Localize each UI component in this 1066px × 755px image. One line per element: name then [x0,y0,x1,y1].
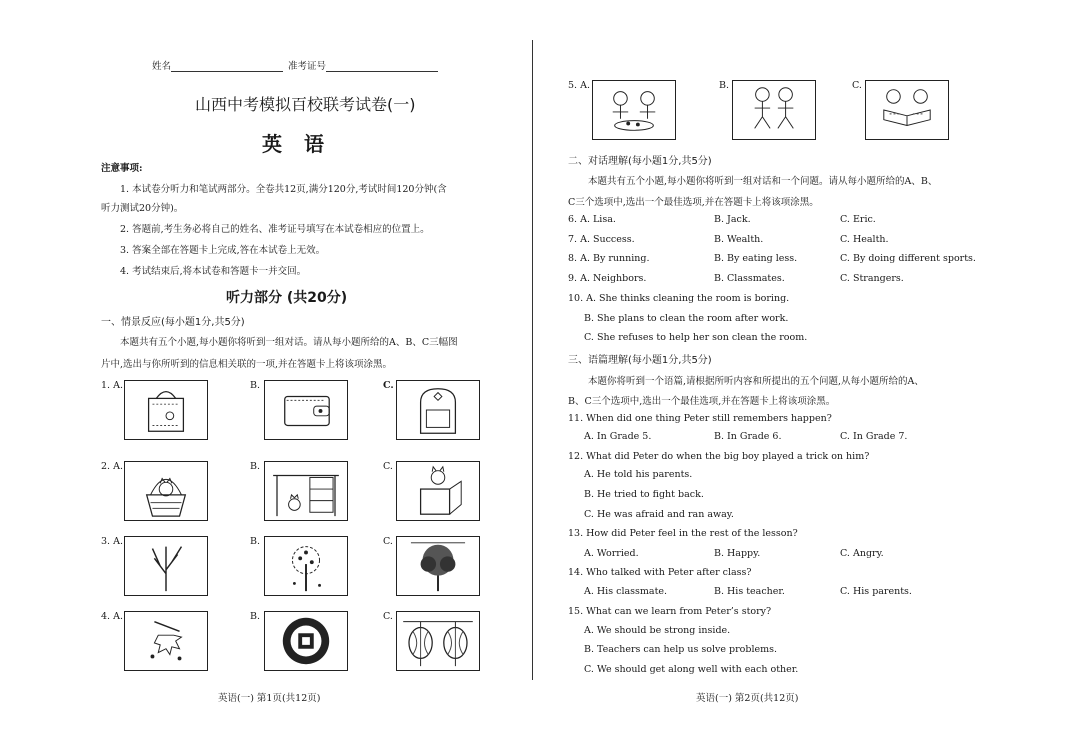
page-footer: 英语(一) 第1页(共12页) [218,693,321,704]
backpack-icon[interactable] [396,380,480,440]
option[interactable]: B. Classmates. [714,273,785,284]
wallet-icon[interactable] [264,380,348,440]
page-divider [532,40,533,680]
option[interactable]: B. Teachers can help us solve problems. [584,644,778,655]
notes-heading: 注意事项: [101,163,143,174]
note-item: 1. 本试卷分听力和笔试两部分。全卷共12页,满分120分,考试时间120分钟(含 [120,184,447,195]
autumn-tree-icon[interactable] [264,536,348,596]
section-1-heading: 一、情景反应(每小题1分,共5分) [101,317,245,328]
option[interactable]: C. In Grade 7. [840,431,908,442]
option[interactable]: 8. A. By running. [568,253,650,264]
option[interactable]: C. He was afraid and ran away. [584,509,734,520]
page-2 [534,0,1066,755]
note-item: 听力测试20分钟)。 [101,203,184,214]
option[interactable]: A. In Grade 5. [584,431,652,442]
option[interactable]: B. Wealth. [714,234,764,245]
question: 15. What can we learn from Peter’s story? [568,606,772,617]
section-2-heading: 二、对话理解(每小题1分,共5分) [568,156,712,167]
section-3-heading: 三、语篇理解(每小题1分,共5分) [568,355,712,366]
q2-c-label: C. [383,461,393,472]
kids-eating-icon[interactable] [592,80,676,140]
name-field[interactable]: 姓名 [152,58,283,72]
q1-b-label: B. [250,380,261,391]
cat-in-box-icon[interactable] [396,461,480,521]
question: 14. Who talked with Peter after class? [568,567,752,578]
option[interactable]: C. Health. [840,234,889,245]
option[interactable]: A. Worried. [584,548,639,559]
page-1 [0,0,532,755]
q2-label: 2. A. [101,461,123,472]
id-field[interactable]: 准考证号 [288,58,438,72]
name-blank[interactable] [171,61,283,72]
option[interactable]: C. His parents. [840,586,912,597]
option[interactable]: 6. A. Lisa. [568,214,616,225]
section-3-intro: B、C三个选项中,选出一个最佳选项,并在答题卡上将该项涂黑。 [568,396,836,407]
lanterns-icon[interactable] [396,611,480,671]
option[interactable]: 9. A. Neighbors. [568,273,647,284]
section-2-intro: 本题共有五个小题,每小题你将听到一组对话和一个问题。请从每小题所给的A、B、 [588,176,938,187]
option[interactable]: A. His classmate. [584,586,668,597]
option[interactable]: C. By doing different sports. [840,253,976,264]
section-1-intro: 片中,选出与你所听到的信息相关联的一项,并在答题卡上将该项涂黑。 [101,359,393,370]
option[interactable]: C. Eric. [840,214,876,225]
cat-in-basket-icon[interactable] [124,461,208,521]
section-3-intro: 本题你将听到一个语篇,请根据所听内容和所提出的五个问题,从每小题所给的A、 [588,376,924,387]
note-item: 4. 考试结束后,将本试卷和答题卡一并交回。 [120,266,307,277]
option[interactable]: C. Strangers. [840,273,904,284]
listening-title: 听力部分 (共20分) [226,290,348,306]
option[interactable]: C. She refuses to help her son clean the room. [584,332,808,343]
leafy-tree-icon[interactable] [396,536,480,596]
section-1-intro: 本题共有五个小题,每小题你将听到一组对话。请从每小题所给的A、B、C三幅图 [120,337,458,348]
option[interactable]: B. He tried to fight back. [584,489,704,500]
q1-label: 1. A. [101,380,123,391]
note-item: 2. 答题前,考生务必将自己的姓名、准考证号填写在本试卷相应的位置上。 [120,224,430,235]
option[interactable]: B. By eating less. [714,253,798,264]
option[interactable]: A. He told his parents. [584,469,693,480]
q3-b-label: B. [250,536,261,547]
id-blank[interactable] [326,61,438,72]
option[interactable]: C. We should get along well with each other. [584,664,799,675]
option[interactable]: 10. A. She thinks cleaning the room is boring. [568,293,790,304]
question: 13. How did Peter feel in the rest of the lesson? [568,528,798,539]
q3-label: 3. A. [101,536,123,547]
kids-running-icon[interactable] [732,80,816,140]
option[interactable]: A. We should be strong inside. [584,625,731,636]
option[interactable]: 7. A. Success. [568,234,635,245]
firecracker-icon[interactable] [124,611,208,671]
q4-label: 4. A. [101,611,123,622]
note-item: 3. 答案全部在答题卡上完成,答在本试卷上无效。 [120,245,326,256]
section-2-intro: C三个选项中,选出一个最佳选项,并在答题卡上将该项涂黑。 [568,197,819,208]
q1-c-label: C. [383,380,394,391]
exam-title: 山西中考模拟百校联考试卷(一) [195,95,416,114]
q4-c-label: C. [383,611,393,622]
paper-cutting-icon[interactable] [264,611,348,671]
q2-b-label: B. [250,461,261,472]
option[interactable]: B. Jack. [714,214,751,225]
bare-tree-icon[interactable] [124,536,208,596]
kids-reading-icon[interactable] [865,80,949,140]
question: 11. When did one thing Peter still remembers happen? [568,413,832,424]
option[interactable]: B. Happy. [714,548,761,559]
page-footer: 英语(一) 第2页(共12页) [696,693,799,704]
option[interactable]: B. She plans to clean the room after work. [584,313,789,324]
q4-b-label: B. [250,611,261,622]
subject-title: 英语 [262,132,346,156]
question: 12. What did Peter do when the big boy played a trick on him? [568,451,870,462]
option[interactable]: B. His teacher. [714,586,785,597]
option[interactable]: C. Angry. [840,548,884,559]
q5-c-label: C. [852,80,862,91]
q3-c-label: C. [383,536,393,547]
q5-b-label: B. [719,80,730,91]
q5-label: 5. A. [568,80,590,91]
cat-under-desk-icon[interactable] [264,461,348,521]
option[interactable]: B. In Grade 6. [714,431,782,442]
handbag-icon[interactable] [124,380,208,440]
